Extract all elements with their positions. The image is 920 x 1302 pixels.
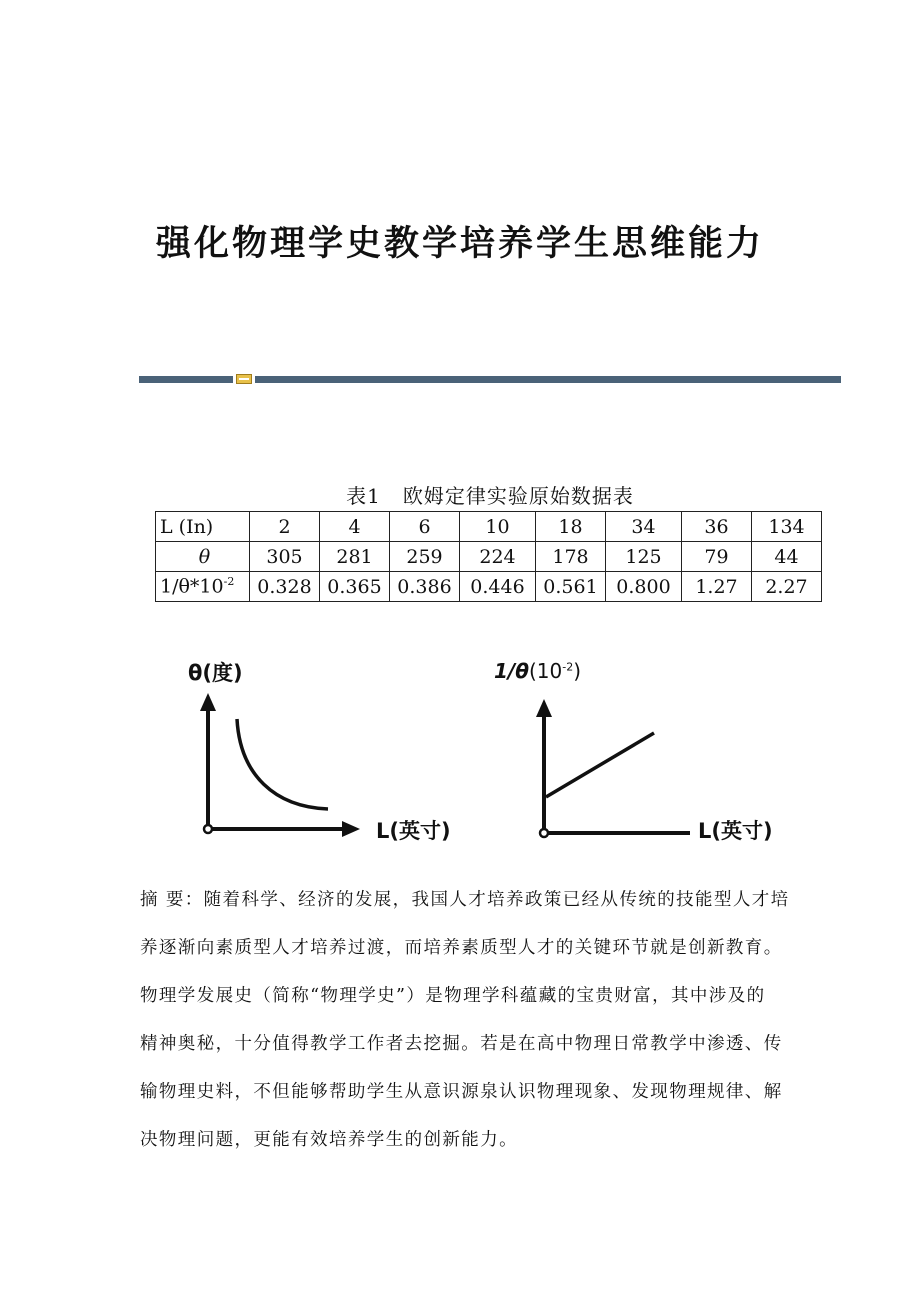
left-y-arrow-icon <box>200 693 216 711</box>
table-cell: 36 <box>682 512 752 542</box>
table-cell: 178 <box>536 542 606 572</box>
left-curve <box>237 719 328 809</box>
table-cell: 44 <box>752 542 822 572</box>
left-x-arrow-icon <box>342 821 360 837</box>
abstract-line: 养逐渐向素质型人才培养过渡，而培养素质型人才的关键环节就是创新教育。 <box>140 938 783 958</box>
right-y-arrow-icon <box>536 699 552 717</box>
table-cell: 125 <box>606 542 682 572</box>
data-table <box>155 511 822 602</box>
table-cell: 305 <box>250 542 320 572</box>
abstract-line: 输物理史料，不但能够帮助学生从意识源泉认识物理现象、发现物理规律、解 <box>140 1082 783 1102</box>
table-cell: 134 <box>752 512 822 542</box>
table-cell: 18 <box>536 512 606 542</box>
table-row <box>156 542 822 572</box>
row-header: $1/\theta*10^{-2}$ <box>156 572 250 602</box>
table-cell: 224 <box>460 542 536 572</box>
table-row <box>156 512 822 542</box>
abstract-line: 物理学发展史（简称“物理学史”）是物理学科蕴藏的宝贵财富，其中涉及的 <box>140 986 766 1006</box>
figure-graphs <box>180 655 820 855</box>
document-title: 强化物理学史教学培养学生思维能力 <box>155 223 764 264</box>
table-cell: 79 <box>682 542 752 572</box>
left-origin <box>204 825 212 833</box>
divider-ornament-icon <box>236 374 252 384</box>
right-origin <box>540 829 548 837</box>
table-cell: 34 <box>606 512 682 542</box>
table-cell: 259 <box>390 542 460 572</box>
table-cell: 2 <box>250 512 320 542</box>
table-cell: 281 <box>320 542 390 572</box>
table-caption <box>0 480 920 509</box>
row-header: θ <box>156 542 250 572</box>
table-cell: 0.446 <box>460 572 536 602</box>
table-number: 表1 <box>346 484 381 508</box>
table-cell: 10 <box>460 512 536 542</box>
left-x-label: L(英寸) <box>376 819 451 843</box>
right-line <box>546 733 654 797</box>
abstract-line: 决物理问题，更能有效培养学生的创新能力。 <box>140 1130 518 1150</box>
abstract-line: 摘 要：随着科学、经济的发展，我国人才培养政策已经从传统的技能型人才培 <box>140 890 790 910</box>
table-cell: 4 <box>320 512 390 542</box>
row-header: L (In) <box>156 512 250 542</box>
right-y-label: $1/\theta(10^{-2})$ <box>494 659 582 683</box>
abstract <box>140 876 790 1164</box>
table-row <box>156 572 822 602</box>
table-cell: 0.561 <box>536 572 606 602</box>
abstract-line: 精神奥秘，十分值得教学工作者去挖掘。若是在高中物理日常教学中渗透、传 <box>140 1034 783 1054</box>
section-divider <box>139 374 841 384</box>
table-cell: 6 <box>390 512 460 542</box>
table-title: 欧姆定律实验原始数据表 <box>402 484 634 508</box>
right-x-label: L(英寸) <box>698 819 773 843</box>
table-cell: 0.800 <box>606 572 682 602</box>
table-cell: 0.386 <box>390 572 460 602</box>
left-y-label: θ(度) <box>188 661 243 685</box>
table-cell: 0.328 <box>250 572 320 602</box>
table-cell: 2.27 <box>752 572 822 602</box>
table-cell: 0.365 <box>320 572 390 602</box>
table-cell: 1.27 <box>682 572 752 602</box>
